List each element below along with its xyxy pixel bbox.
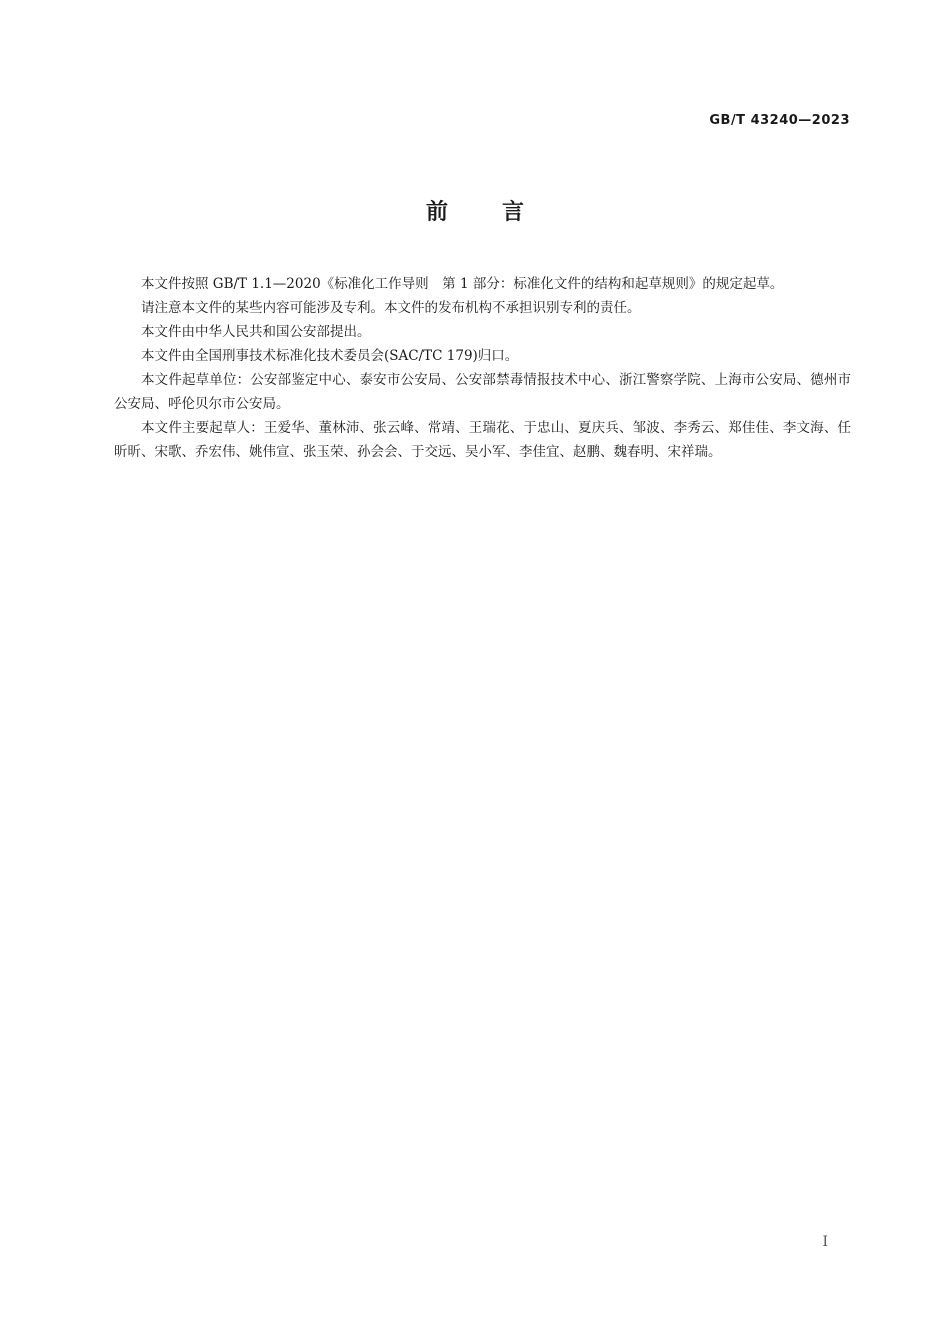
paragraph-drafting-units: 本文件起草单位：公安部鉴定中心、泰安市公安局、公安部禁毒情报技术中心、浙江警察学院、上海市公安局、德州市公安局、呼伦贝尔市公安局。 bbox=[114, 372, 851, 412]
paragraph-proposed-by: 本文件由中华人民共和国公安部提出。 bbox=[141, 324, 371, 340]
paragraph-drafting-rules: 本文件按照 GB/T 1.1—2020《标准化工作导则 第 1 部分：标准化文件的结构和起草规则》的规定起草。 bbox=[141, 276, 784, 292]
paragraph-main-drafters: 本文件主要起草人：王爱华、董林沛、张云峰、常靖、王瑞花、于忠山、夏庆兵、邹波、李秀云、郑佳佳、李文海、任昕昕、宋歌、乔宏伟、姚伟宣、张玉荣、孙会会、于交远、吴小军、李佳宜、赵鹏、魏春明、宋祥瑞。 bbox=[114, 420, 851, 460]
foreword-body bbox=[114, 272, 851, 464]
page-title: 前言 bbox=[425, 200, 578, 225]
standard-number: GB/T 43240—2023 bbox=[709, 113, 850, 128]
paragraph-patent-notice: 请注意本文件的某些内容可能涉及专利。本文件的发布机构不承担识别专利的责任。 bbox=[141, 300, 641, 316]
paragraph-technical-committee: 本文件由全国刑事技术标准化技术委员会(SAC/TC 179)归口。 bbox=[141, 348, 519, 364]
page-number: I bbox=[822, 1234, 828, 1250]
